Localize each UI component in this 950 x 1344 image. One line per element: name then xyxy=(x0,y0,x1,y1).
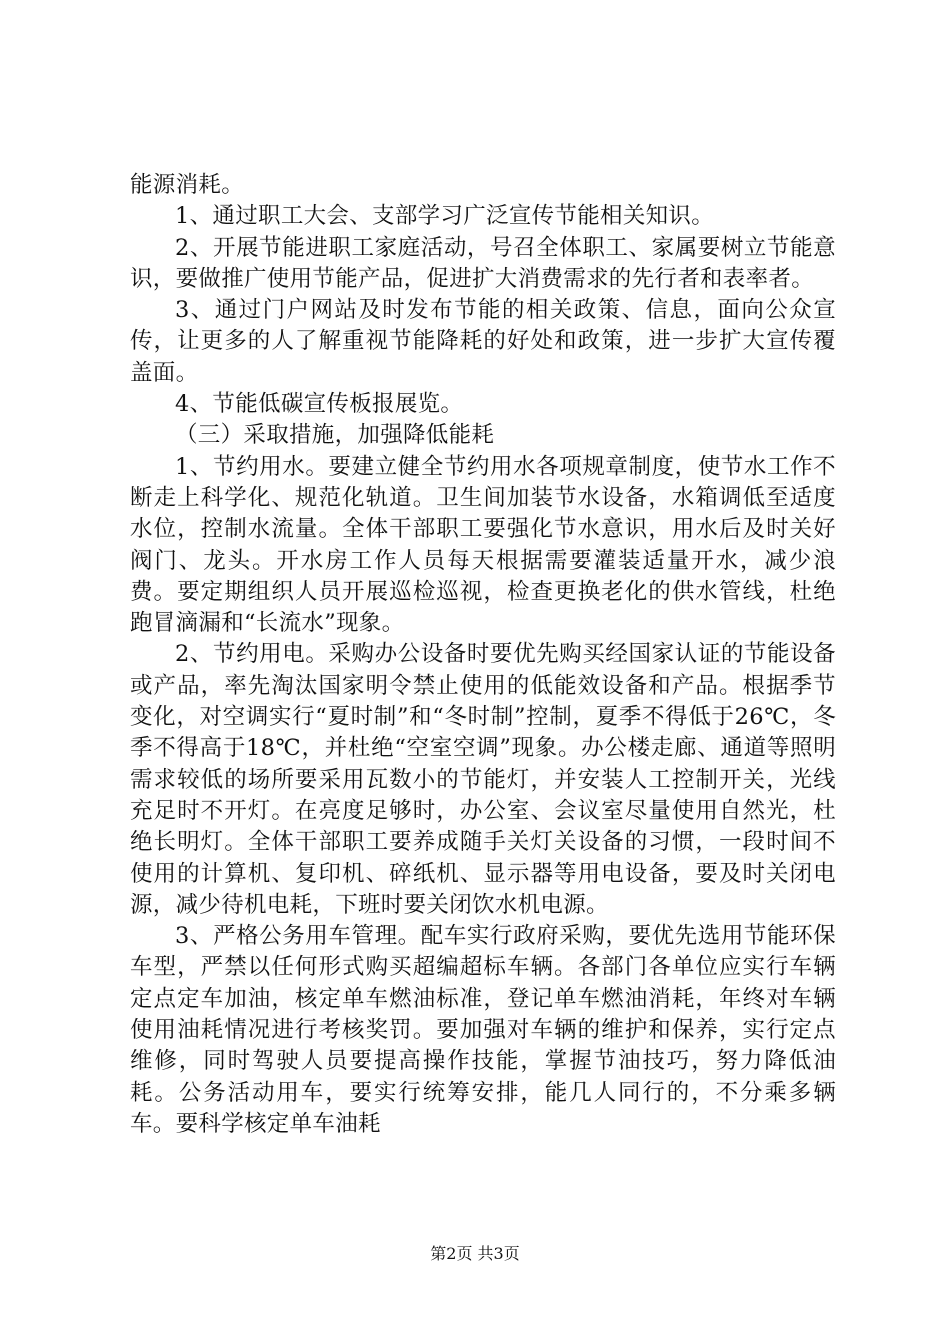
document-body xyxy=(130,170,836,1140)
page-footer: 第2页 共3页 xyxy=(430,1244,520,1263)
paragraph-item-2: 2、开展节能进职工家庭活动，号召全体职工、家属要树立节能意识，要做推广使用节能产品，促进扩大消费需求的先行者和表率者。 xyxy=(130,234,836,292)
paragraph-item-4: 4、节能低碳宣传板报展览。 xyxy=(175,391,464,418)
paragraph-save-electricity: 2、节约用电。采购办公设备时要优先购买经国家认证的节能设备或产品，率先淘汰国家明令禁止使用的低能效设备和产品。根据季节变化，对空调实行“夏时制”和“冬时制”控制，夏季不得低于26℃，冬季不得高于18℃，并杜绝“空室空调”现象。办公楼走廊、通道等照明需求较低的场所要采用瓦数小的节能灯，并安装人工控制开关，光线充足时不开灯。在亮度足够时，办公室、会议室尽量使用自然光，杜绝长明灯。全体干部职工要养成随手关灯关设备的习惯，一段时间不使用的计算机、复印机、碎纸机、显示器等用电设备，要及时关闭电源，减少待机电耗，下班时要关闭饮水机电源。 xyxy=(130,641,836,918)
paragraph-item-1: 1、通过职工大会、支部学习广泛宣传节能相关知识。 xyxy=(175,203,715,230)
paragraph-vehicle-management: 3、严格公务用车管理。配车实行政府采购，要优先选用节能环保车型，严禁以任何形式购买超编超标车辆。各部门各单位应实行车辆定点定车加油，核定单车燃油标准，登记单车燃油消耗，年终对车辆使用油耗情况进行考核奖罚。要加强对车辆的维护和保养，实行定点维修，同时驾驶人员要提高操作技能，掌握节油技巧，努力降低油耗。公务活动用车，要实行统筹安排，能几人同行的，不分乘多辆车。要科学核定单车油耗 xyxy=(130,923,836,1137)
section-heading: （三）采取措施，加强降低能耗 xyxy=(175,422,495,449)
paragraph-item-3: 3、通过门户网站及时发布节能的相关政策、信息，面向公众宣传，让更多的人了解重视节能降耗的好处和政策，进一步扩大宣传覆盖面。 xyxy=(130,297,836,386)
paragraph-save-water: 1、节约用水。要建立健全节约用水各项规章制度，使节水工作不断走上科学化、规范化轨道。卫生间加装节水设备，水箱调低至适度水位，控制水流量。全体干部职工要强化节水意识，用水后及时关好阀门、龙头。开水房工作人员每天根据需要灌装适量开水，减少浪费。要定期组织人员开展巡检巡视，检查更换老化的供水管线，杜绝跑冒滴漏和“长流水”现象。 xyxy=(130,453,836,637)
paragraph-continuation: 能源消耗。 xyxy=(130,172,245,198)
